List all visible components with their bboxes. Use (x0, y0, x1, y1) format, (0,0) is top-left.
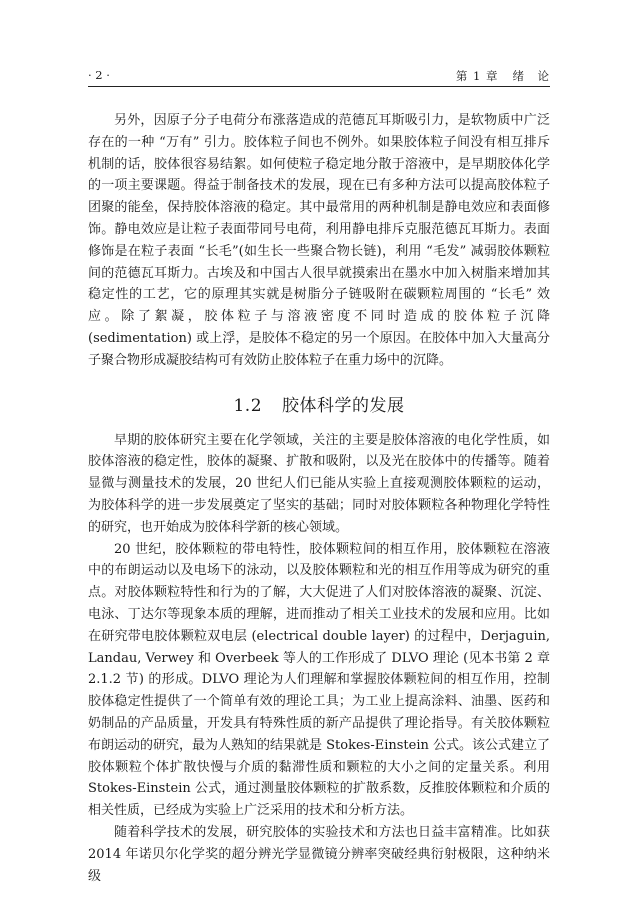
chapter-heading (456, 68, 550, 84)
section-heading (88, 394, 550, 418)
chapter-title: 绪 论 (512, 69, 550, 83)
paragraph: 随着科学技术的发展，研究胶体的实验技术和方法也日益丰富精准。比如获 2014 年诺贝尔化学奖的超分辨光学显微镜分辨率突破经典衍射极限，这种纳米级 (88, 824, 550, 884)
chapter-label: 第 1 章 (455, 69, 499, 83)
paragraph: 20 世纪，胶体颗粒的带电特性，胶体颗粒间的相互作用，胶体颗粒在溶液中的布朗运动以及电场下的泳动，以及胶体颗粒和光的相互作用等成为研究的重点。对胶体颗粒特性和行为的了解，大大促进了人们对胶体溶液的凝聚、沉淀、电泳、丁达尔等现象本质的理解，进而推动了相关工业技术的发展和应用。比如在研究带电胶体颗粒双电层 (electrical double layer) 的过程中，Derjaguin, Landau, Verwey 和 Overbeek 等人的工作形成了 DLVO 理论 (见本书第 2 章 2.1.2 节) 的形成。DLVO 理论为人们理解和掌握胶体颗粒间的相互作用，控制胶体稳定性提供了一个简单有效的理论工具；为工业上提高涂料、油墨、医药和奶制品的产品质量，开发具有特殊性质的新产品提供了理论指导。有关胶体颗粒布朗运动的研究，最为人熟知的结果就是 Stokes-Einstein 公式。该公式建立了胶体颗粒个体扩散快慢与介质的黏滞性质和颗粒的大小之间的定量关系。利用 Stokes-Einstein 公式，通过测量胶体颗粒的扩散系数，反推胶体颗粒和介质的相关性质，已经成为实验上广泛采用的技术和分析方法。 (88, 541, 550, 819)
paragraph-intro: 另外，因原子分子电荷分布涨落造成的范德瓦耳斯吸引力，是软物质中广泛存在的一种 “万有” 引力。胶体粒子间也不例外。如果胶体粒子间没有相互排斥机制的话，胶体很容易结絮。如何使粒子稳定地分散于溶液中，是早期胶体化学的一项主要课题。得益于制备技术的发展，现在已有多种方法可以提高胶体粒子团聚的能垒，保持胶体溶液的稳定。其中最常用的两种机制是静电效应和表面修饰。静电效应是让粒子表面带同号电荷，利用静电排斥克服范德瓦耳斯力。表面修饰是在粒子表面 “长毛”(如生长一些聚合物长链)，利用 “毛发” 减弱胶体颗粒间的范德瓦耳斯力。古埃及和中国古人很早就摸索出在墨水中加入树脂来增加其稳定性的工艺，它的原理其实就是树脂分子链吸附在碳颗粒周围的 “长毛” 效应。除了絮凝，胶体粒子与溶液密度不同时造成的胶体粒子沉降 (sedimentation) 或上浮，是胶体不稳定的另一个原因。在胶体中加入大量高分子聚合物形成凝胶结构可有效防止胶体粒子在重力场中的沉降。 (88, 113, 551, 368)
body-text (88, 110, 550, 887)
section-title: 胶体科学的发展 (282, 395, 405, 416)
paragraph: 早期的胶体研究主要在化学领域，关注的主要是胶体溶液的电化学性质，如胶体溶液的稳定性，胶体的凝聚、扩散和吸附，以及光在胶体中的传播等。随着显微与测量技术的发展，20 世纪人们已能从实验上直接观测胶体颗粒的运动，为胶体科学的进一步发展奠定了坚实的基础；同时对胶体颗粒各种物理化学特性的研究，也开始成为胶体科学新的核心领域。 (88, 432, 550, 535)
section-number: 1.2 (233, 395, 263, 416)
running-header (88, 64, 550, 87)
page-number: · 2 · (88, 68, 110, 82)
